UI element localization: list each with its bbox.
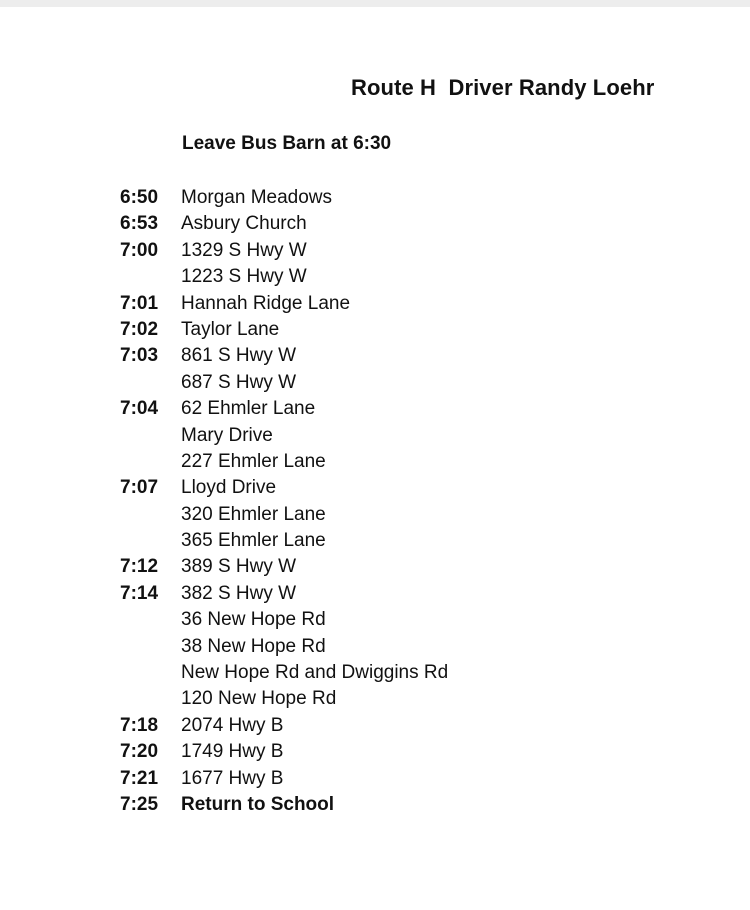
stop-location: 389 S Hwy W — [181, 556, 297, 578]
stop-row — [0, 607, 750, 633]
stop-location: 120 New Hope Rd — [181, 688, 337, 710]
stop-location: 36 New Hope Rd — [181, 609, 326, 631]
stop-row — [0, 739, 750, 765]
stop-row — [0, 370, 750, 396]
stop-row — [0, 713, 750, 739]
stop-row — [0, 581, 750, 607]
stop-time: 7:03 — [120, 345, 159, 367]
stop-row — [0, 660, 750, 686]
stop-time: 6:50 — [120, 187, 159, 208]
stop-row — [0, 686, 750, 712]
stop-row — [0, 449, 750, 475]
stop-row — [0, 502, 750, 528]
stop-row — [0, 291, 750, 317]
stop-location: Hannah Ridge Lane — [181, 292, 351, 314]
stop-time: 7:14 — [120, 582, 159, 604]
stop-location: Taylor Lane — [181, 318, 280, 340]
stop-location: Mary Drive — [181, 424, 273, 446]
stop-location: 382 S Hwy W — [181, 582, 297, 604]
stop-time: 6:53 — [120, 213, 159, 235]
stop-location: Morgan Meadows — [181, 187, 333, 208]
stop-time: 7:02 — [120, 318, 159, 340]
stop-location: 38 New Hope Rd — [181, 635, 326, 657]
route-title: Route H Driver Randy Loehr — [351, 75, 655, 100]
stop-row — [0, 766, 750, 792]
stop-location: 62 Ehmler Lane — [181, 398, 316, 420]
top-border — [0, 0, 750, 7]
stop-row — [0, 185, 750, 211]
stop-location: 365 Ehmler Lane — [181, 530, 326, 552]
stop-location: 861 S Hwy W — [181, 345, 297, 367]
stop-location: 687 S Hwy W — [181, 371, 297, 393]
stop-time: 7:00 — [120, 239, 159, 261]
stop-time: 7:20 — [120, 741, 159, 763]
stop-row — [0, 792, 750, 818]
stop-location: 1223 S Hwy W — [181, 266, 307, 288]
stop-time: 7:01 — [120, 292, 159, 314]
stop-list — [0, 185, 750, 818]
stop-location: 1329 S Hwy W — [181, 239, 307, 261]
stop-time: 7:07 — [120, 477, 159, 499]
stop-location: New Hope Rd and Dwiggins Rd — [181, 662, 449, 684]
stop-row — [0, 317, 750, 343]
stop-location: Return to School — [181, 793, 335, 815]
departure-note: Leave Bus Barn at 6:30 — [182, 133, 392, 154]
stop-row — [0, 211, 750, 237]
stop-time: 7:12 — [120, 556, 159, 578]
stop-row — [0, 238, 750, 264]
stop-row — [0, 423, 750, 449]
stop-location: Lloyd Drive — [181, 477, 277, 499]
stop-location: Asbury Church — [181, 213, 307, 235]
stop-time: 7:18 — [120, 714, 159, 736]
stop-location: 2074 Hwy B — [181, 714, 284, 736]
stop-row — [0, 528, 750, 554]
stop-row — [0, 396, 750, 422]
stop-location: 227 Ehmler Lane — [181, 450, 326, 472]
stop-time: 7:25 — [120, 793, 159, 815]
stop-row — [0, 343, 750, 369]
stop-location: 320 Ehmler Lane — [181, 503, 326, 525]
stop-location: 1749 Hwy B — [181, 741, 284, 763]
stop-time: 7:04 — [120, 398, 159, 420]
stop-location: 1677 Hwy B — [181, 767, 284, 789]
stop-row — [0, 475, 750, 501]
stop-row — [0, 554, 750, 580]
stop-row — [0, 264, 750, 290]
stop-time: 7:21 — [120, 767, 159, 789]
stop-row — [0, 634, 750, 660]
